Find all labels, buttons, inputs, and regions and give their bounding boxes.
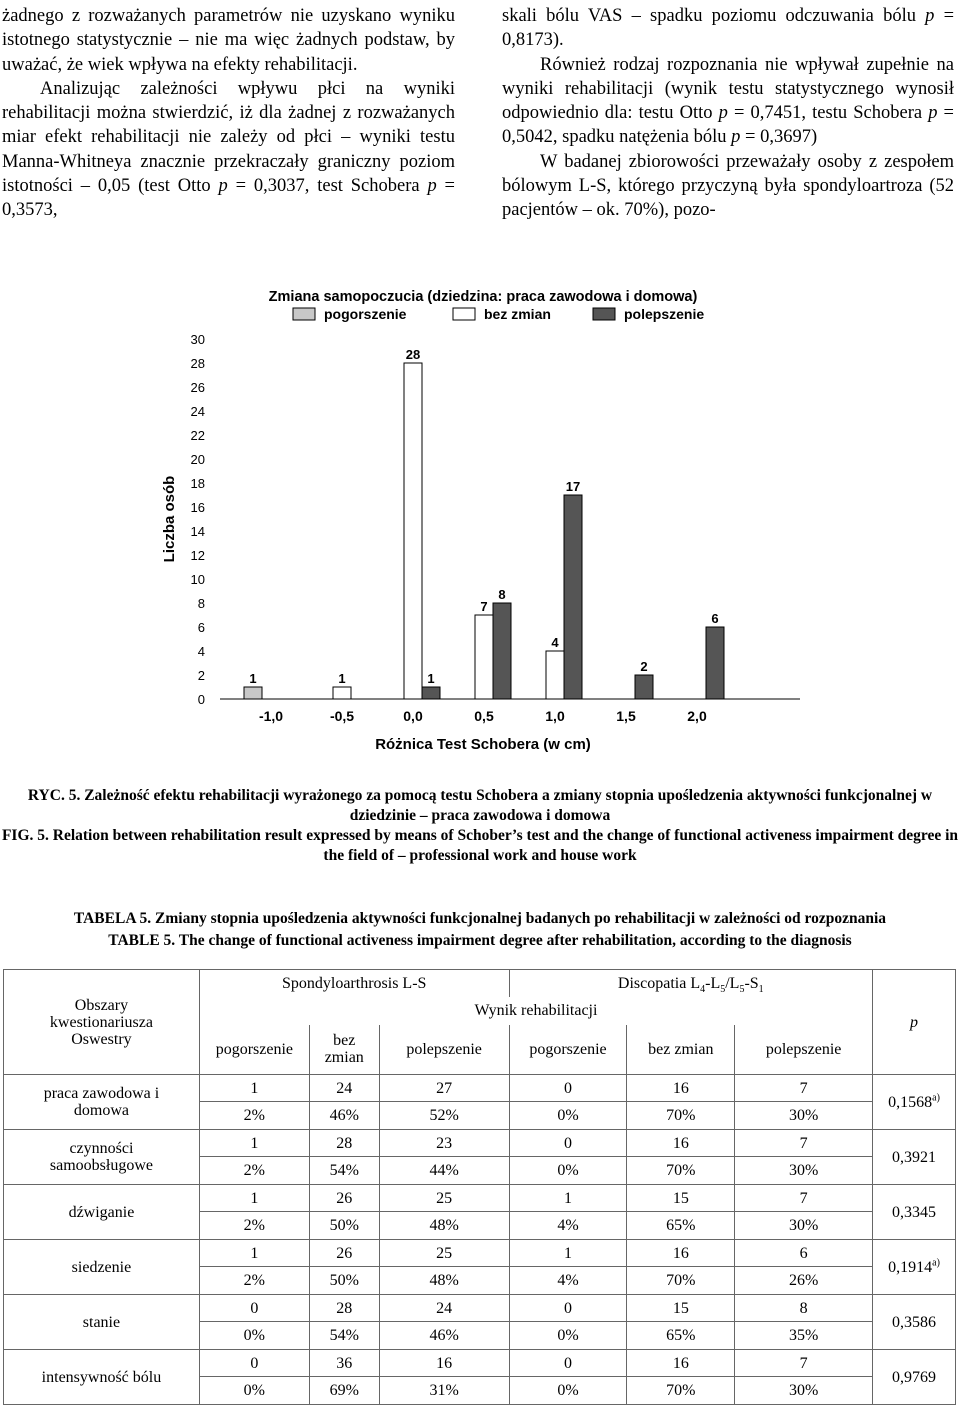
percent-cell: 69% (309, 1377, 379, 1405)
percent-cell: 26% (735, 1267, 873, 1295)
percent-cell: 50% (309, 1212, 379, 1240)
count-cell: 7 (735, 1350, 873, 1377)
figure-caption-pl: RYC. 5. Zależność efektu rehabilitacji wyrażonego za pomocą testu Schobera a zmiany stopnia upośledzenia aktywności funkcjonalnej w dziedzinie – praca zawodowa i domowa (27, 787, 933, 824)
y-tick-label: 24 (190, 404, 205, 419)
percent-cell: 48% (379, 1267, 509, 1295)
right-paragraph-2 (502, 53, 954, 150)
y-tick-label: 28 (190, 356, 205, 371)
table-row (4, 1075, 956, 1102)
text-run: = 0,3037, test Schobera (227, 176, 428, 197)
percent-cell: 46% (309, 1102, 379, 1130)
bar-value-label: 1 (249, 671, 257, 686)
bar-value-label: 8 (498, 587, 506, 602)
subscript: 1 (758, 983, 764, 995)
subscript: 5 (739, 983, 745, 995)
legend-label: bez zmian (484, 306, 551, 322)
table-row (4, 1130, 956, 1157)
col-header: bez zmian (309, 1025, 379, 1075)
percent-cell: 2% (199, 1267, 309, 1295)
p-symbol: p (925, 6, 935, 26)
x-tick-label: 0,0 (403, 708, 423, 724)
table-row (4, 1295, 956, 1322)
percent-cell: 4% (509, 1267, 627, 1295)
count-cell: 26 (309, 1185, 379, 1212)
percent-cell: 70% (627, 1102, 735, 1130)
p-value-footnote: a) (932, 1257, 940, 1269)
count-cell: 1 (199, 1075, 309, 1102)
col-header: pogorszenie (509, 1025, 627, 1075)
percent-cell: 70% (627, 1157, 735, 1185)
left-paragraph-2 (2, 77, 455, 223)
bar-value-label: 6 (711, 611, 719, 626)
figure-caption-en: FIG. 5. Relation between rehabilitation result expressed by means of Schober’s test and the change of functional activeness impairment degree in the field of – professional work and house work (1, 827, 959, 864)
legend-swatch-polepszenie (593, 308, 615, 320)
right-paragraph-1 (502, 4, 954, 53)
text-run: skali bólu VAS – spadku poziomu odczuwania bólu (502, 6, 926, 26)
percent-cell: 70% (627, 1267, 735, 1295)
bar-value-label: 1 (338, 671, 346, 686)
count-cell: 0 (509, 1350, 627, 1377)
count-cell: 0 (509, 1295, 627, 1322)
group-header-discopatia (509, 970, 872, 997)
percent-cell: 4% (509, 1212, 627, 1240)
bar-polepszenie (706, 627, 724, 699)
p-value: 0,1568 (888, 1093, 933, 1111)
count-cell: 15 (627, 1185, 735, 1212)
row-area-label: stanie (4, 1295, 200, 1350)
right-text-column (502, 4, 954, 223)
row-area-label: intensywność bólu (4, 1350, 200, 1405)
bar-polepszenie (564, 495, 582, 699)
text-run: = 0,3697) (740, 127, 818, 148)
p-symbol: p (928, 103, 938, 124)
x-tick-label: -0,5 (329, 708, 355, 724)
p-symbol: p (218, 176, 228, 197)
left-text-column (2, 4, 455, 223)
count-cell: 0 (509, 1075, 627, 1102)
p-value: 0,3345 (892, 1203, 937, 1221)
p-value-cell (873, 1295, 956, 1350)
bar-value-label: 2 (640, 659, 648, 674)
p-value: 0,1914 (888, 1258, 933, 1276)
count-cell: 7 (735, 1185, 873, 1212)
percent-cell: 65% (627, 1212, 735, 1240)
table-row (4, 1240, 956, 1267)
y-tick-label: 16 (190, 500, 205, 515)
count-cell: 15 (627, 1295, 735, 1322)
bar-bez-zmian (333, 687, 351, 699)
x-tick-label: -1,0 (258, 708, 284, 724)
table-row (4, 1185, 956, 1212)
legend-swatch-bez-zmian (453, 308, 475, 320)
count-cell: 28 (309, 1130, 379, 1157)
x-tick-label: 2,0 (687, 708, 707, 724)
bar-value-label: 1 (427, 671, 435, 686)
bar-value-label: 4 (551, 635, 559, 650)
bar-value-label: 17 (565, 479, 581, 494)
count-cell: 1 (199, 1240, 309, 1267)
y-axis-label: Liczba osób (161, 475, 178, 563)
col-header: bez zmian (627, 1025, 735, 1075)
percent-cell: 30% (735, 1102, 873, 1130)
percent-cell: 0% (509, 1102, 627, 1130)
text-run: Analizując zależności wpływu płci na wyniki rehabilitacji można stwierdzić, iż dla żadnej z rozważanych miar efekt rehabilitacji nie zależy od płci – wyniki testu Manna-Whitneya znacznie przekraczały graniczny poziom istotności – 0,05 (test Otto (2, 78, 455, 197)
x-tick-label: 1,5 (616, 708, 636, 724)
count-cell: 16 (627, 1240, 735, 1267)
text-run: -S (744, 974, 759, 992)
percent-cell: 35% (735, 1322, 873, 1350)
p-value-footnote: a) (932, 1092, 940, 1104)
count-cell: 24 (309, 1075, 379, 1102)
count-cell: 1 (199, 1185, 309, 1212)
count-cell: 16 (627, 1075, 735, 1102)
p-value-cell (873, 1130, 956, 1185)
text-run: = 0,3573, (2, 176, 455, 221)
percent-cell: 54% (309, 1157, 379, 1185)
count-cell: 24 (379, 1295, 509, 1322)
percent-cell: 30% (735, 1157, 873, 1185)
count-cell: 27 (379, 1075, 509, 1102)
y-tick-label: 4 (197, 644, 205, 659)
count-cell: 16 (627, 1350, 735, 1377)
percent-cell: 50% (309, 1267, 379, 1295)
percent-cell: 0% (509, 1157, 627, 1185)
text-run: /L (725, 974, 740, 992)
bar-pogorszenie (244, 687, 262, 699)
bar-polepszenie (635, 675, 653, 699)
subscript: 4 (700, 983, 706, 995)
p-value-cell (873, 1075, 956, 1130)
count-cell: 26 (309, 1240, 379, 1267)
y-tick-label: 30 (190, 332, 205, 347)
count-cell: 16 (627, 1130, 735, 1157)
bar-bez-zmian (475, 615, 493, 699)
percent-cell: 44% (379, 1157, 509, 1185)
text-run: = 0,7451, testu Schobera (727, 103, 929, 124)
p-symbol: p (718, 103, 728, 124)
count-cell: 1 (199, 1130, 309, 1157)
count-cell: 0 (509, 1130, 627, 1157)
text-run: -L (705, 974, 721, 992)
count-cell: 0 (199, 1295, 309, 1322)
percent-cell: 54% (309, 1322, 379, 1350)
text-run: Również rodzaj rozpoznania nie wpływał zupełnie na wyniki rehabilitacji (wynik testu statystycznego wynosił odpowiednio dla: testu Otto (502, 54, 954, 124)
percent-cell: 2% (199, 1212, 309, 1240)
count-cell: 25 (379, 1185, 509, 1212)
p-header: p (873, 970, 956, 1075)
text-run: = 0,5042, spadku natężenia bólu (502, 103, 954, 148)
y-tick-label: 22 (190, 428, 205, 443)
bar-bez-zmian (546, 651, 564, 699)
bar-polepszenie (422, 687, 440, 699)
percent-cell: 46% (379, 1322, 509, 1350)
y-tick-label: 12 (190, 548, 205, 563)
y-tick-label: 6 (197, 620, 205, 635)
table-row (4, 1350, 956, 1377)
table-caption-en: TABLE 5. The change of functional activeness impairment degree after rehabilitation, according to the diagnosis (108, 932, 852, 949)
count-cell: 8 (735, 1295, 873, 1322)
percent-cell: 0% (199, 1322, 309, 1350)
wynik-header: Wynik rehabilitacji (199, 997, 872, 1025)
y-tick-label: 2 (197, 668, 205, 683)
data-table (3, 969, 956, 1405)
percent-cell: 2% (199, 1157, 309, 1185)
bar-value-label: 28 (405, 347, 421, 362)
count-cell: 1 (509, 1240, 627, 1267)
p-value-cell (873, 1185, 956, 1240)
p-value-cell (873, 1350, 956, 1405)
legend-label: polepszenie (624, 306, 705, 322)
percent-cell: 48% (379, 1212, 509, 1240)
y-tick-label: 8 (197, 596, 205, 611)
area-header: Obszary kwestionariusza Oswestry (4, 970, 200, 1075)
x-tick-label: 0,5 (474, 708, 494, 724)
legend-label: pogorszenie (324, 306, 407, 322)
bar-chart (150, 280, 810, 760)
count-cell: 28 (309, 1295, 379, 1322)
table-caption-pl: TABELA 5. Zmiany stopnia upośledzenia aktywności funkcjonalnej badanych po rehabilitacji w zależności od rozpoznania (73, 910, 887, 927)
x-tick-label: 1,0 (545, 708, 565, 724)
left-paragraph-1: żadnego z rozważanych parametrów nie uzyskano wyniku istotnego statystycznie – nie ma więc żadnych podstaw, by uważać, że wiek wpływa na efekty rehabilitacji. (2, 6, 455, 75)
count-cell: 6 (735, 1240, 873, 1267)
y-tick-label: 18 (190, 476, 205, 491)
percent-cell: 52% (379, 1102, 509, 1130)
p-value: 0,3921 (892, 1148, 937, 1166)
bar-bez-zmian (404, 363, 422, 699)
y-tick-label: 0 (197, 692, 205, 707)
percent-cell: 70% (627, 1377, 735, 1405)
table-body (4, 1075, 956, 1405)
count-cell: 25 (379, 1240, 509, 1267)
count-cell: 7 (735, 1130, 873, 1157)
count-cell: 23 (379, 1130, 509, 1157)
col-header: polepszenie (379, 1025, 509, 1075)
percent-cell: 0% (509, 1322, 627, 1350)
y-tick-label: 10 (190, 572, 205, 587)
percent-cell: 65% (627, 1322, 735, 1350)
percent-cell: 0% (199, 1377, 309, 1405)
p-value-cell (873, 1240, 956, 1295)
count-cell: 0 (199, 1350, 309, 1377)
count-cell: 16 (379, 1350, 509, 1377)
subscript: 5 (720, 983, 726, 995)
col-header: polepszenie (735, 1025, 873, 1075)
y-tick-label: 26 (190, 380, 205, 395)
count-cell: 1 (509, 1185, 627, 1212)
row-area-label: praca zawodowa i domowa (4, 1075, 200, 1130)
count-cell: 36 (309, 1350, 379, 1377)
percent-cell: 0% (509, 1377, 627, 1405)
bar-value-label: 7 (480, 599, 488, 614)
p-symbol: p (427, 176, 437, 197)
text-run: Discopatia L (617, 974, 701, 992)
y-tick-label: 20 (190, 452, 205, 467)
row-area-label: dźwiganie (4, 1185, 200, 1240)
right-paragraph-3: W badanej zbiorowości przeważały osoby z zespołem bólowym L-S, którego przyczyną była spondyloartroza (52 pacjentów – ok. 70%), pozo- (502, 151, 954, 221)
percent-cell: 30% (735, 1212, 873, 1240)
x-axis-label: Różnica Test Schobera (w cm) (375, 736, 591, 753)
p-value: 0,3586 (892, 1313, 937, 1331)
chart-title: Zmiana samopoczucia (dziedzina: praca zawodowa i domowa) (268, 289, 698, 305)
bar-polepszenie (493, 603, 511, 699)
row-area-label: czynności samoobsługowe (4, 1130, 200, 1185)
count-cell: 7 (735, 1075, 873, 1102)
col-header: pogorszenie (199, 1025, 309, 1075)
group-header-spondyloarthrosis: Spondyloarthrosis L-S (199, 970, 509, 997)
p-symbol: p (731, 127, 741, 148)
p-value: 0,9769 (892, 1368, 937, 1386)
y-tick-label: 14 (190, 524, 205, 539)
text-run: = 0,8173). (502, 6, 954, 51)
percent-cell: 2% (199, 1102, 309, 1130)
percent-cell: 31% (379, 1377, 509, 1405)
row-area-label: siedzenie (4, 1240, 200, 1295)
legend-swatch-pogorszenie (293, 308, 315, 320)
percent-cell: 30% (735, 1377, 873, 1405)
